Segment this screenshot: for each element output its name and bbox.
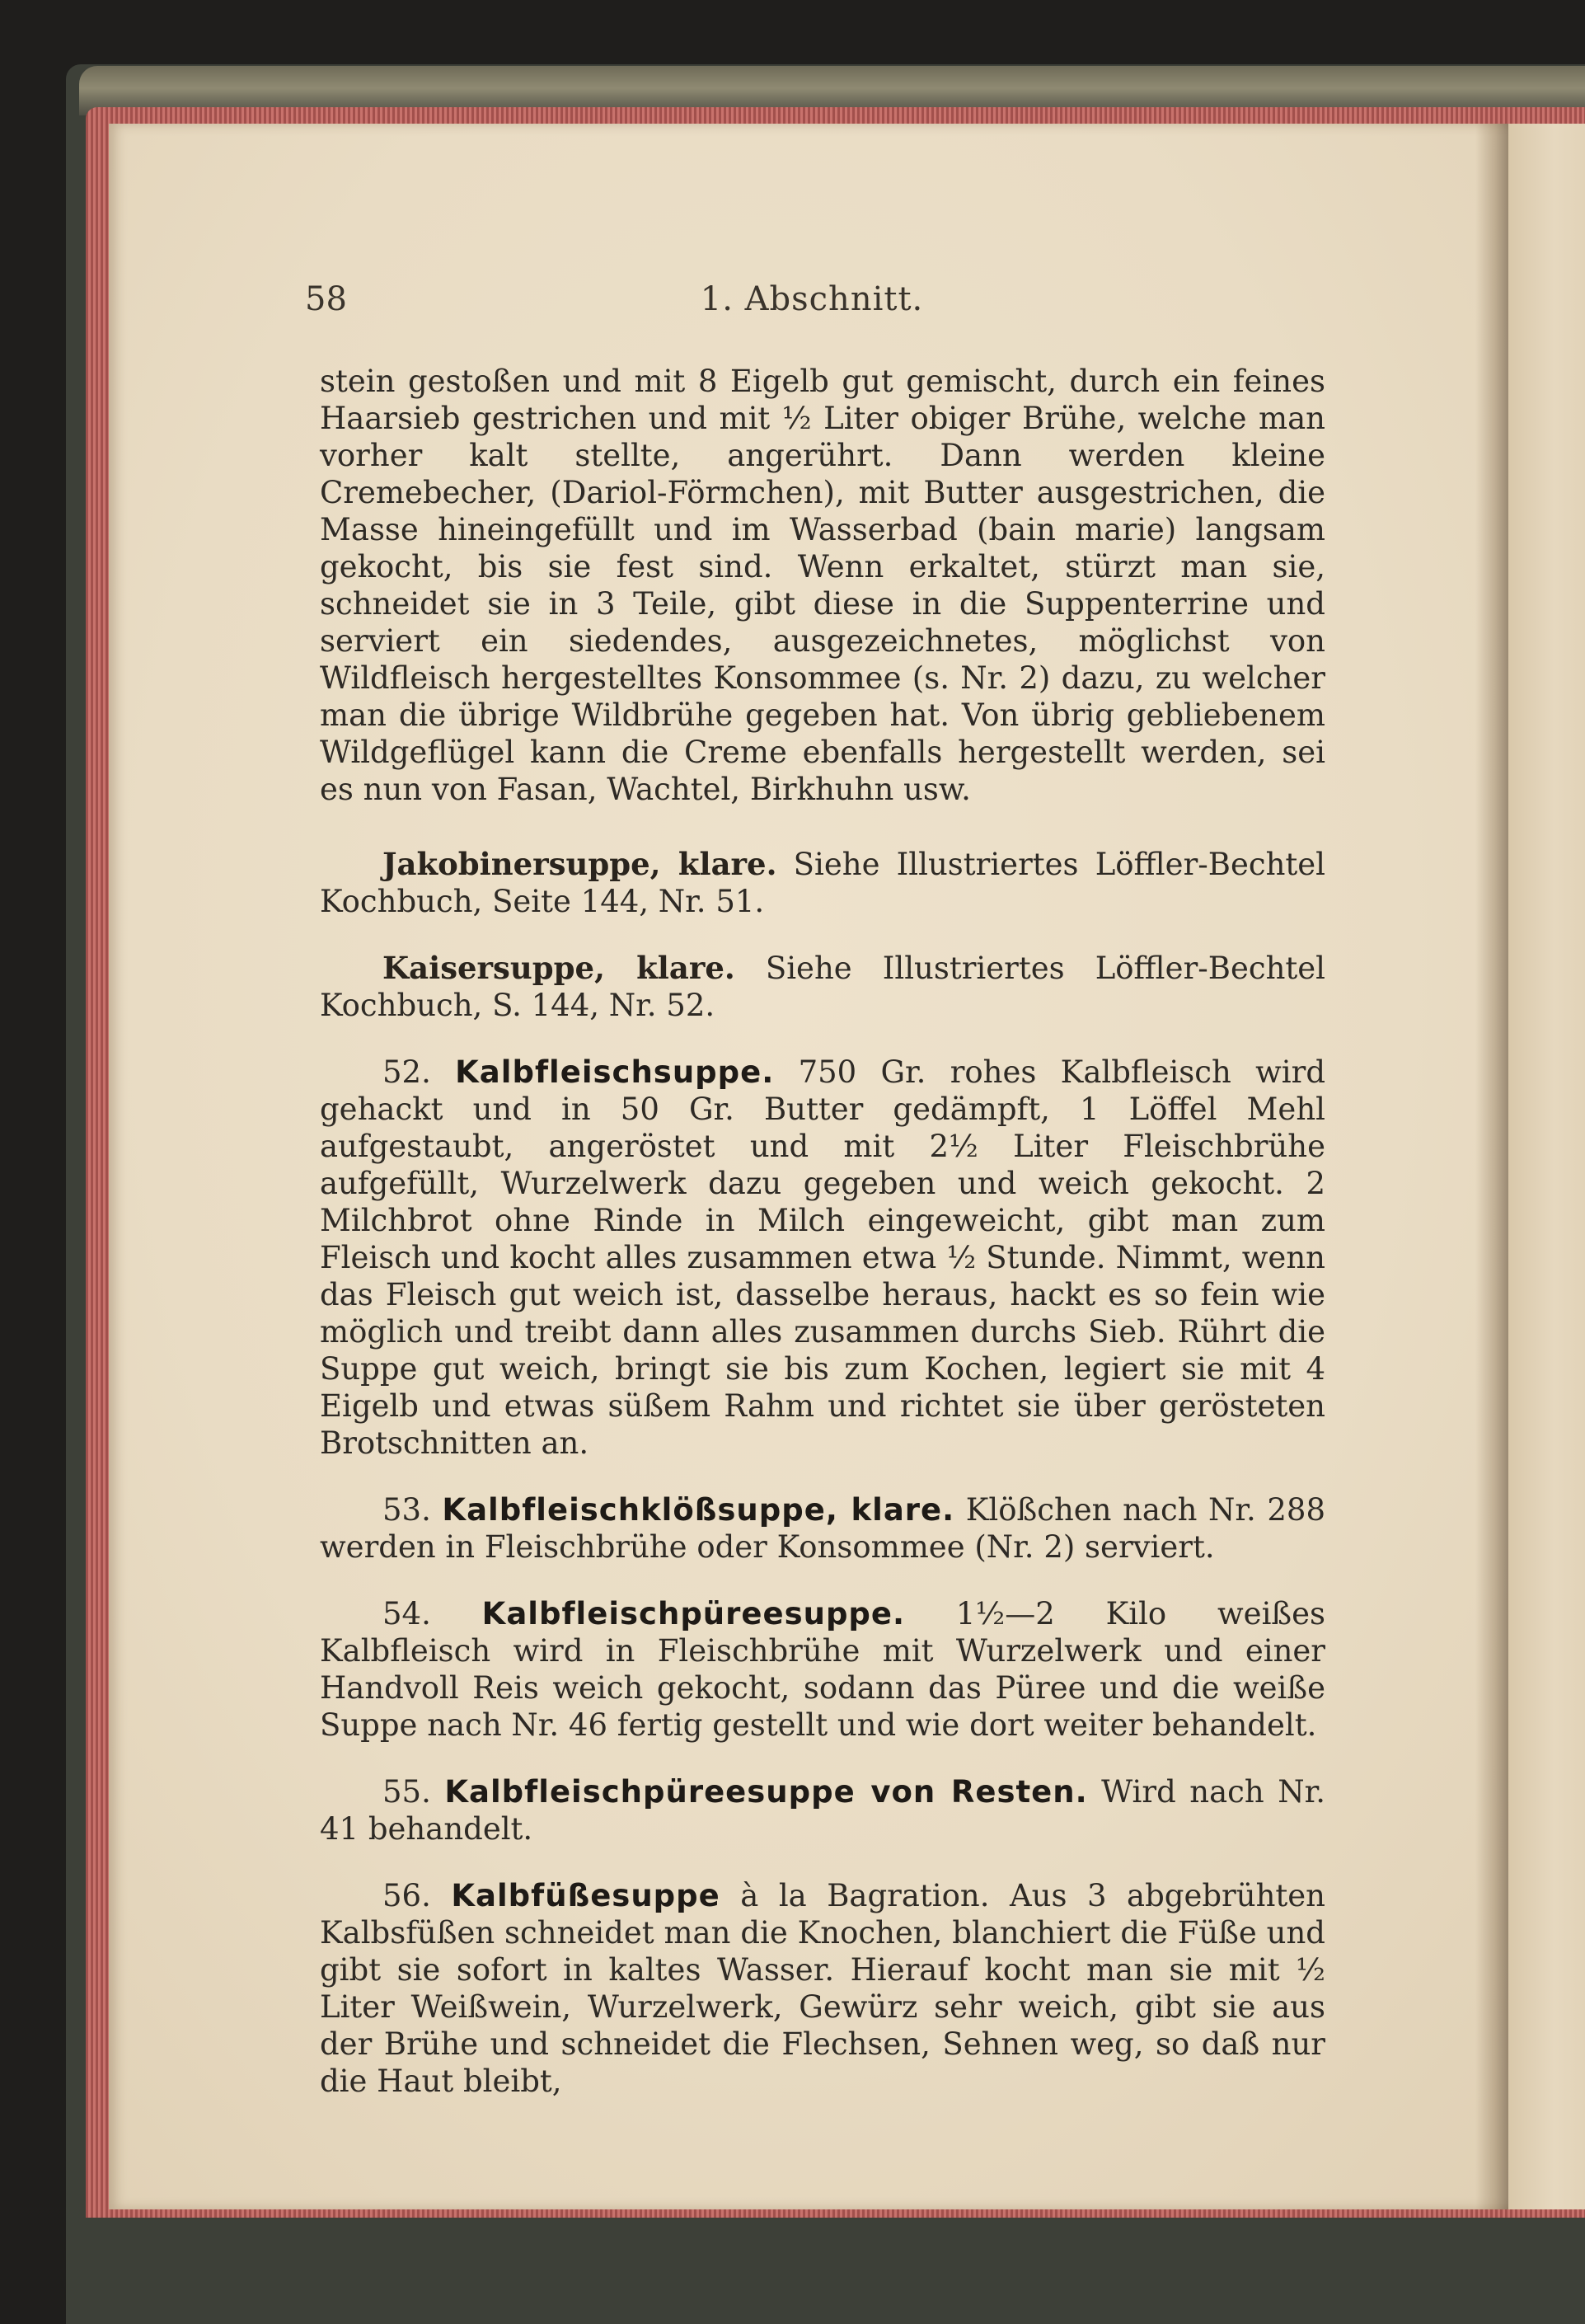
entry-kaisersuppe bbox=[320, 950, 1325, 1024]
recipe-53 bbox=[320, 1491, 1325, 1566]
recipe-55 bbox=[320, 1773, 1325, 1847]
entry-heading: Jakobinersuppe, klare. bbox=[382, 846, 777, 882]
facing-page-edge bbox=[1508, 124, 1585, 2209]
entry-heading: Kaisersuppe, klare. bbox=[382, 950, 735, 986]
recipe-52 bbox=[320, 1054, 1325, 1462]
recipe-number: 53. bbox=[382, 1492, 443, 1528]
recipe-body: à la Bagration. Aus 3 abgebrühten Kalbsfüßen schneidet man die Knochen, blanchiert die Füße und gibt sie sofort in kaltes Wasser. Hierauf kocht man sie mit ½ Liter Weißwein, Wurzelwerk, Gewürz sehr weich, gibt sie aus der Brühe und schneidet die Flechsen, Sehnen weg, so daß nur die Haut bleibt, bbox=[320, 1878, 1325, 2099]
recipe-body: Klößchen nach Nr. 288 werden in Fleischbrühe oder Konsommee (Nr. 2) serviert. bbox=[320, 1492, 1325, 1565]
chapter-heading: 1. Abschnitt. bbox=[700, 280, 924, 318]
recipe-body: 1½—2 Kilo weißes Kalbfleisch wird in Fleischbrühe mit Wurzelwerk und einer Handvoll Reis weich gekocht, sodann das Püree und die weiße Suppe nach Nr. 46 fertig gestellt und wie dort weiter behandelt. bbox=[320, 1596, 1326, 1743]
entry-body: Siehe Illustriertes Löffler-Bechtel Kochbuch, S. 144, Nr. 52. bbox=[320, 951, 1325, 1023]
recipe-56 bbox=[320, 1877, 1325, 2100]
recipe-heading: Kalbfleischpüreesuppe. bbox=[481, 1596, 906, 1631]
recipe-heading: Kalbfleischpüreesuppe von Resten. bbox=[444, 1774, 1088, 1810]
recipe-number: 52. bbox=[382, 1054, 456, 1090]
page-gutter bbox=[1475, 124, 1508, 2209]
entry-body: Siehe Illustriertes Löffler-Bechtel Kochbuch, Seite 144, Nr. 51. bbox=[320, 847, 1326, 919]
page-text bbox=[320, 363, 1325, 2100]
page-number: 58 bbox=[305, 280, 347, 318]
running-head bbox=[305, 280, 1319, 330]
recipe-number: 54. bbox=[382, 1596, 482, 1631]
recipe-number: 55. bbox=[382, 1774, 445, 1810]
recipe-heading: Kalbfüßesuppe bbox=[451, 1878, 720, 1913]
recipe-body: Wird nach Nr. 41 behandelt. bbox=[320, 1774, 1325, 1847]
recipe-heading: Kalbfleischsuppe. bbox=[455, 1054, 775, 1090]
paragraph-continuation: stein gestoßen und mit 8 Eigelb gut gemischt, durch ein feines Haarsieb gestrichen und mit ½ Liter obiger Brühe, welche man vorher kalt stellte, angerührt. Dann werden kleine Cremebecher, (Dariol-Förmchen), mit Butter ausgestrichen, die Masse hineingefüllt und im Wasserbad (bain marie) langsam gekocht, bis sie fest sind. Wenn erkaltet, stürzt man sie, schneidet sie in 3 Teile, gibt diese in die Suppenterrine und serviert ein siedendes, ausgezeichnetes, möglichst von Wildfleisch hergestelltes Konsommee (s. Nr. 2) dazu, zu welcher man die übrige Wildbrühe gegeben hat. Von übrig gebliebenem Wildgeflügel kann die Creme ebenfalls hergestellt werden, sei es nun von Fasan, Wachtel, Birkhuhn usw. bbox=[320, 364, 1325, 807]
recipe-body: 750 Gr. rohes Kalbfleisch wird gehackt und in 50 Gr. Butter gedämpft, 1 Löffel Mehl aufgestaubt, angeröstet und mit 2½ Liter Fleischbrühe aufgefüllt, Wurzelwerk dazu gegeben und weich gekocht. 2 Milchbrot ohne Rinde in Milch eingeweicht, gibt man zum Fleisch und kocht alles zusammen etwa ½ Stunde. Nimmt, wenn das Fleisch gut weich ist, dasselbe heraus, hackt es so fein wie möglich und treibt dann alles zusammen durchs Sieb. Rührt die Suppe gut weich, bringt sie bis zum Kochen, legiert sie mit 4 Eigelb und etwas süßem Rahm und richtet sie über gerösteten Brotschnitten an. bbox=[320, 1054, 1326, 1461]
recipe-number: 56. bbox=[382, 1878, 452, 1913]
recipe-54 bbox=[320, 1595, 1325, 1744]
entry-jakobinersuppe bbox=[320, 846, 1325, 920]
recipe-heading: Kalbfleischklößsuppe, klare. bbox=[442, 1492, 955, 1528]
